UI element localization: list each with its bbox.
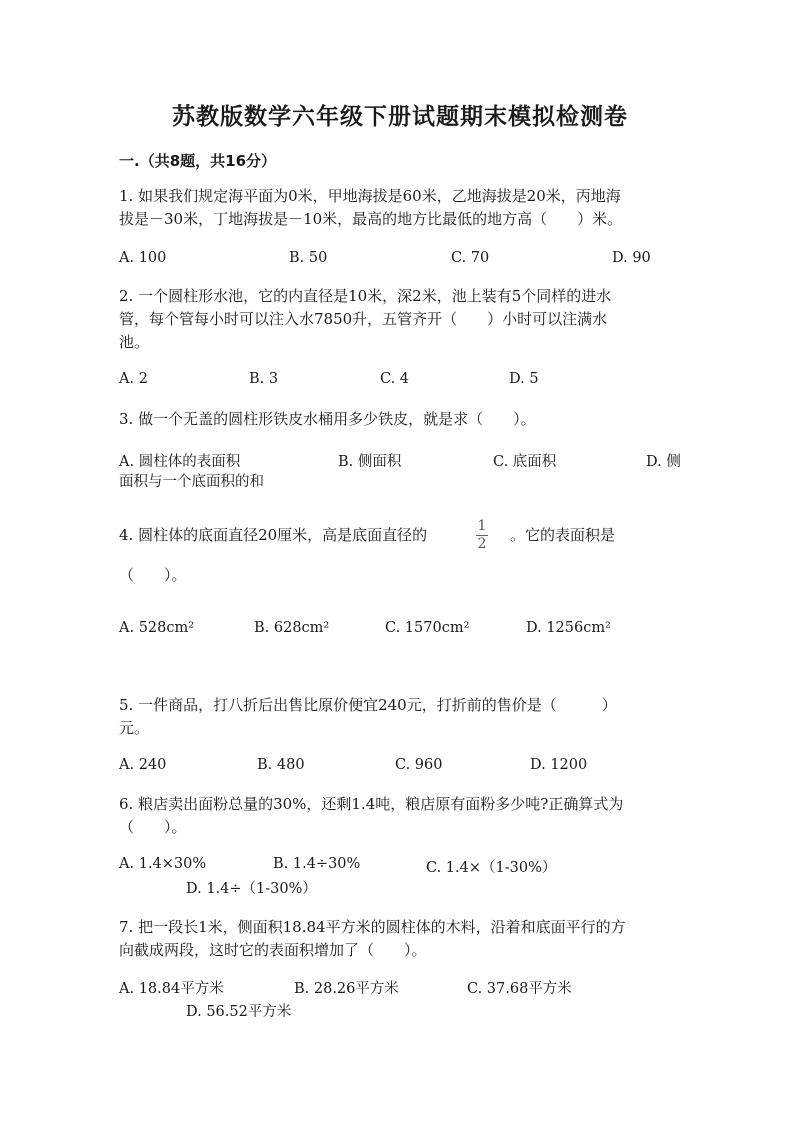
option-b: B. 28.26平方米 [294,981,399,997]
question-text-line: 管，每个管每小时可以注入水7850升，五管齐开（ ）小时可以注满水 [119,310,608,328]
option-a: A. 528cm² [119,620,195,636]
option-c: C. 960 [395,757,443,773]
question-text-line: 4. 圆柱体的底面直径20厘米，高是底面直径的 [119,526,428,544]
option-c: C. 1570cm² [385,620,470,636]
option-d: D. 侧 [646,454,681,470]
question-text-line: 元。 [119,719,150,737]
question-text-line: 7. 把一段长1米，侧面积18.84平方米的圆柱体的木料，沿着和底面平行的方 [119,918,626,936]
question-text-line: 向截成两段，这时它的表面积增加了（ ）。 [119,941,427,959]
option-c: C. 37.68平方米 [467,981,572,997]
page-title: 苏教版数学六年级下册试题期末模拟检测卷 [172,104,628,130]
fraction-one-half [476,519,488,552]
option-d: D. 5 [509,371,539,387]
option-b: B. 3 [249,371,279,387]
option-b: B. 1.4÷30% [273,856,361,872]
question-text-line: 5. 一件商品，打八折后出售比原价便宜240元，打折前的售价是（ ） [119,696,617,714]
fraction-numerator: 1 [477,518,487,534]
option-d: D. 1200 [530,757,588,773]
fraction-denominator: 2 [477,536,487,552]
question-text-line: （ ）。 [119,818,187,836]
option-c: C. 70 [451,250,490,266]
question-text-line: 拔是－30米，丁地海拔是－10米，最高的地方比最低的地方高（ ）米。 [119,210,623,228]
question-text-line: 池。 [119,333,150,351]
question-text-line: 2. 一个圆柱形水池，它的内直径是10米，深2米，池上装有5个同样的进水 [119,287,612,305]
option-d: D. 1256cm² [526,620,611,636]
question-text-line: 1. 如果我们规定海平面为0米，甲地海拔是60米，乙地海拔是20米，丙地海 [119,187,621,205]
option-d: D. 1.4÷（1-30%） [186,881,317,897]
question-text-line: 6. 粮店卖出面粉总量的30%，还剩1.4吨，粮店原有面粉多少吨?正确算式为 [119,795,624,813]
option-a: A. 100 [119,250,167,266]
question-text-line: （ ）。 [119,566,187,584]
option-a: A. 圆柱体的表面积 [119,454,241,470]
option-b: B. 480 [257,757,305,773]
section-heading: 一.（共8题，共16分） [119,152,277,170]
option-c: C. 1.4×（1-30%） [426,860,557,876]
option-d-continued: 面积与一个底面积的和 [119,474,264,490]
option-d: D. 56.52平方米 [186,1004,292,1020]
option-b: B. 628cm² [254,620,330,636]
option-a: A. 240 [119,757,167,773]
option-b: B. 侧面积 [338,454,402,470]
option-a: A. 1.4×30% [119,856,207,872]
option-d: D. 90 [612,250,651,266]
option-a: A. 2 [119,371,148,387]
option-b: B. 50 [289,250,328,266]
option-c: C. 底面积 [493,454,557,470]
question-text-line: 。它的表面积是 [510,526,616,544]
option-c: C. 4 [380,371,410,387]
option-a: A. 18.84平方米 [119,981,224,997]
question-text-line: 3. 做一个无盖的圆柱形铁皮水桶用多少铁皮，就是求（ ）。 [119,410,536,428]
